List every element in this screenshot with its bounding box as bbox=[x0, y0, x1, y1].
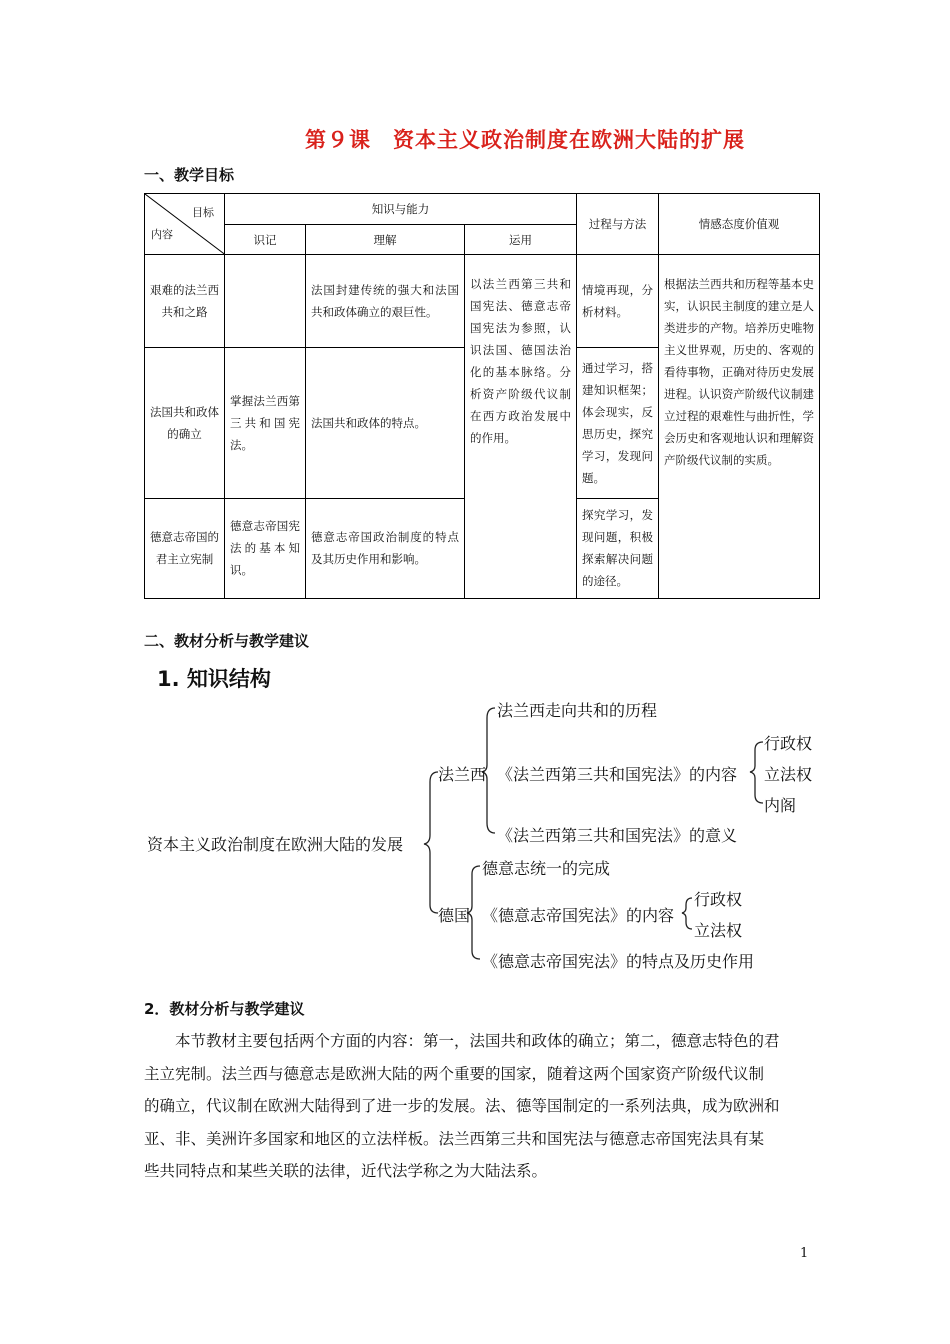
germany-content-brace bbox=[682, 898, 692, 929]
header-understand: 理解 bbox=[306, 225, 465, 254]
tree-root: 资本主义政治制度在欧洲大陆的发展 bbox=[147, 835, 404, 854]
row-process: 通过学习，搭建知识框架；体会现实，反思历史，探究学习，发现问题。 bbox=[577, 347, 659, 498]
paragraph-line: 主立宪制。法兰西与德意志是欧洲大陆的两个重要的国家，随着这两个国家资产阶级代议制 bbox=[144, 1064, 765, 1083]
lesson-title: 第９课 资本主义政治制度在欧洲大陆的扩展 bbox=[305, 128, 745, 152]
section-heading-goals: 一、教学目标 bbox=[144, 166, 235, 184]
header-process-method: 过程与方法 bbox=[577, 194, 659, 255]
tree-leaf: 行政权 bbox=[694, 890, 743, 909]
tree-leaf: 《德意志帝国宪法》的内容 bbox=[482, 906, 675, 925]
analysis-paragraph bbox=[144, 1025, 820, 1188]
header-knowledge-ability: 知识与能力 bbox=[225, 194, 577, 225]
row-remember: 德意志帝国宪法的基本知识。 bbox=[225, 498, 306, 598]
tree-leaf: 立法权 bbox=[694, 921, 743, 940]
row-process: 探究学习，发现问题，积极探索解决问题的途径。 bbox=[577, 498, 659, 598]
tree-leaf: 《法兰西第三共和国宪法》的内容 bbox=[497, 765, 738, 784]
knowledge-structure-heading: 1. 知识结构 bbox=[157, 667, 271, 691]
header-apply: 运用 bbox=[465, 225, 577, 254]
section-heading-analysis: 二、教材分析与教学建议 bbox=[144, 632, 310, 650]
row-remember: 掌握法兰西第三共和国宪法。 bbox=[225, 347, 306, 498]
subsection-heading: 2．教材分析与教学建议 bbox=[144, 1000, 305, 1018]
tree-leaf: 内阁 bbox=[764, 796, 797, 815]
apply-merged-cell: 以法兰西第三共和国宪法、德意志帝国宪法为参照，认识法国、德国法治化的基本脉络。分析资产阶级代议制在西方政治发展中的作用。 bbox=[465, 254, 577, 598]
row-content: 德意志帝国的君主立宪制 bbox=[145, 498, 225, 598]
row-understand: 法国封建传统的强大和法国共和政体确立的艰巨性。 bbox=[306, 254, 465, 347]
tree-leaf: 立法权 bbox=[764, 765, 813, 784]
page-number: 1 bbox=[800, 1246, 809, 1261]
corner-label-content: 内容 bbox=[151, 227, 173, 241]
row-content: 法国共和政体的确立 bbox=[145, 347, 225, 498]
row-understand: 法国共和政体的特点。 bbox=[306, 347, 465, 498]
corner-label-goal: 目标 bbox=[192, 206, 214, 219]
tree-leaf: 《法兰西第三共和国宪法》的意义 bbox=[497, 826, 738, 845]
row-content: 艰难的法兰西共和之路 bbox=[145, 254, 225, 347]
tree-node-germany: 德国 bbox=[438, 906, 471, 925]
values-merged-cell: 根据法兰西共和历程等基本史实，认识民主制度的建立是人类进步的产物。培养历史唯物主义世界观，历史的、客观的看待事物，正确对待历史发展进程。认识资产阶级代议制建立过程的艰难性与曲折性，学会历史和客观地认识和理解资产阶级代议制的实质。 bbox=[659, 254, 820, 598]
row-understand: 德意志帝国政治制度的特点及其历史作用和影响。 bbox=[306, 498, 465, 598]
paragraph-line: 本节教材主要包括两个方面的内容：第一，法国共和政体的确立；第二，德意志特色的君 bbox=[175, 1032, 780, 1050]
tree-leaf: 法兰西走向共和的历程 bbox=[497, 701, 658, 720]
tree-leaf: 《德意志帝国宪法》的特点及历史作用 bbox=[482, 952, 755, 971]
root-brace bbox=[424, 772, 438, 913]
paragraph-line: 亚、非、美洲许多国家和地区的立法样板。法兰西第三共和国宪法与德意志帝国宪法具有某 bbox=[144, 1129, 765, 1148]
tree-node-france: 法兰西 bbox=[438, 765, 487, 784]
france-content-brace bbox=[750, 742, 763, 803]
header-values: 情感态度价值观 bbox=[659, 194, 820, 255]
paragraph-line: 些共同特点和某些关联的法律，近代法学称之为大陆法系。 bbox=[144, 1162, 548, 1180]
tree-leaf: 德意志统一的完成 bbox=[482, 859, 611, 878]
paragraph-line: 的确立，代议制在欧洲大陆得到了进一步的发展。法、德等国制定的一系列法典，成为欧洲和 bbox=[144, 1097, 780, 1115]
row-process: 情境再现，分析材料。 bbox=[577, 254, 659, 347]
tree-leaf: 行政权 bbox=[764, 734, 813, 753]
header-remember: 识记 bbox=[225, 225, 306, 254]
